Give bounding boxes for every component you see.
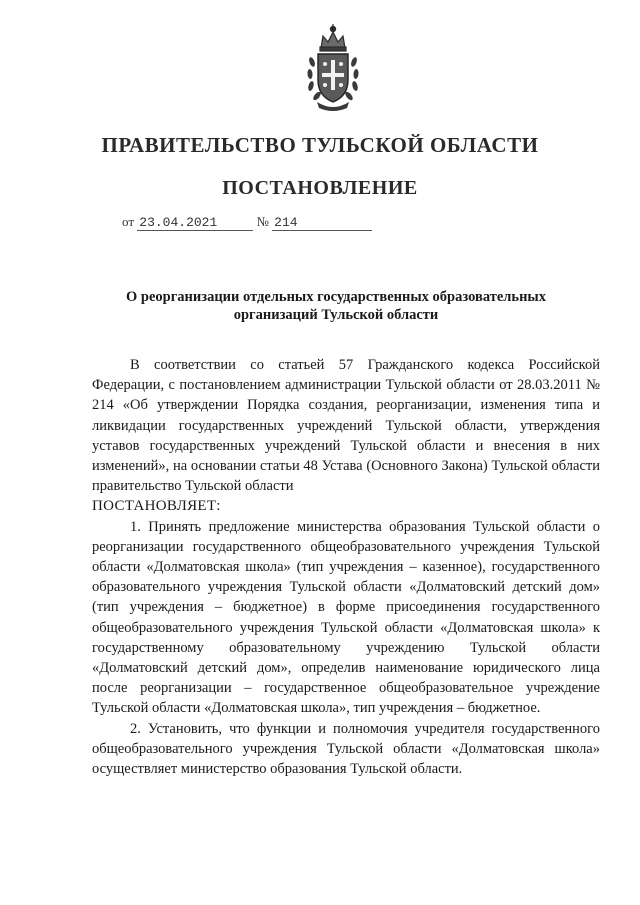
- number-value: 214: [272, 215, 372, 231]
- date-value: 23.04.2021: [137, 215, 253, 231]
- decree-word: ПОСТАНОВЛЯЕТ:: [92, 498, 221, 515]
- document-body: [92, 355, 600, 779]
- document-type-title: ПОСТАНОВЛЕНИЕ: [222, 177, 418, 199]
- document-subject: О реорганизации отдельных государственных образовательных организаций Тульской области: [125, 289, 546, 323]
- government-title: ПРАВИТЕЛЬСТВО ТУЛЬСКОЙ ОБЛАСТИ: [101, 133, 539, 157]
- date-label: от: [122, 214, 135, 229]
- date-number-line: [122, 214, 372, 231]
- item-1-paragraph: 1. Принять предложение министерства образования Тульской области о реорганизации государственного общеобразовательного учреждения Тульской области «Долматовская школа» (тип учреждения – казенное), государственного образовательного учреждения Тульской области «Долматовский детский дом» (тип учреждения – бюджетное) в форме присоединения государственного общеобразовательного учреждения Тульской области «Долматовская школа» к государственному образовательному учреждению Тульской области «Долматовский детский дом», определив наименование юридического лица после реорганизации – государственное общеобразовательное учреждение Тульской области «Долматовская школа», тип учреждения – бюджетное.: [92, 518, 600, 717]
- preamble-paragraph: В соответствии со статьей 57 Гражданского кодекса Российской Федерации, с постановлением администрации Тульской области от 28.03.2011 № 214 «Об утверждении Порядка создания, реорганизации, изменения типа и ликвидации государственных учреждений Тульской области, утверждения уставов государственных учреждений Тульской области и внесения в них изменений», на основании статьи 48 Устава (Основного Закона) Тульской области правительство Тульской области: [92, 357, 600, 495]
- coat-of-arms-icon: [303, 22, 363, 114]
- item-2-paragraph: 2. Установить, что функции и полномочия учредителя государственного общеобразовательного учреждения Тульской области «Долматовская школа» осуществляет министерство образования Тульской области.: [92, 720, 600, 778]
- number-label: №: [256, 214, 269, 229]
